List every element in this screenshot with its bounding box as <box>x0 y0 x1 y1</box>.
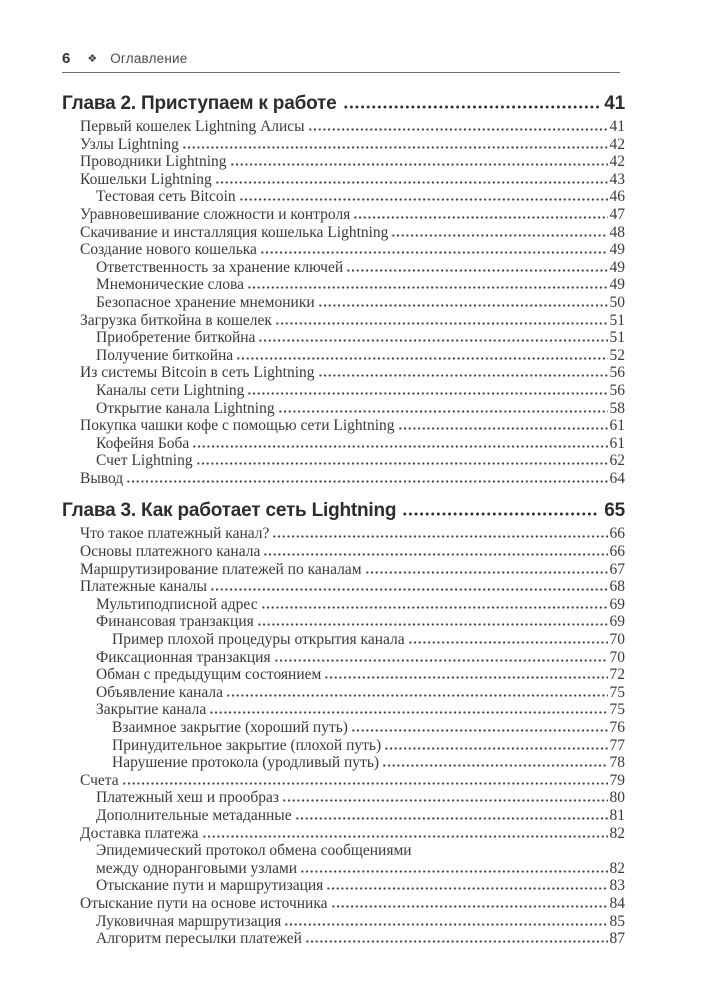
dot-leader <box>260 251 608 254</box>
toc-entry-title: Финансовая транзакция <box>96 613 254 631</box>
toc-entry-page-number: 52 <box>609 346 625 364</box>
dot-leader <box>230 163 608 166</box>
toc-entry-title: Первый кошелек Lightning Алисы <box>80 118 305 135</box>
chapter-entries <box>62 525 625 947</box>
dot-leader <box>272 535 607 538</box>
toc-entry-title: Покупка чашки кофе с помощью сети Lightning <box>80 417 395 435</box>
toc-entry-title: Объявление канала <box>96 683 224 701</box>
toc-entry-row <box>62 877 625 895</box>
dot-leader <box>318 374 608 377</box>
toc-entry-page-number: 46 <box>609 188 625 206</box>
dot-leader <box>247 286 608 289</box>
toc-entry-title: Луковичная маршрутизация <box>96 912 282 930</box>
toc-entry-row <box>62 206 625 224</box>
toc-entry-title: Ответственность за хранение ключей <box>96 258 344 276</box>
dot-leader <box>210 588 608 591</box>
toc-entry-row <box>62 825 625 843</box>
toc-entry-row <box>62 754 625 772</box>
dot-leader <box>343 105 600 109</box>
toc-entry-row <box>62 772 625 790</box>
toc-entry-page-number: 78 <box>609 754 625 772</box>
toc-entry-row <box>62 347 625 365</box>
toc-entry-page-number: 49 <box>609 258 625 276</box>
dot-leader <box>305 940 608 943</box>
toc-entry-row <box>62 294 625 312</box>
toc-entry-row <box>62 400 625 418</box>
toc-entry-title: Дополнительные метаданные <box>96 806 292 824</box>
toc-entry-row <box>62 118 625 136</box>
toc-entry-title: Открытие канала Lightning <box>96 399 275 417</box>
header-title: Оглавление <box>110 51 188 66</box>
toc-entry-page-number: 84 <box>609 894 625 912</box>
dot-leader <box>300 870 607 873</box>
toc-entry-row <box>62 895 625 913</box>
toc-entry-row <box>62 543 625 561</box>
toc-entry-title: между одноранговыми узлами <box>96 859 298 877</box>
toc-entry-row <box>62 789 625 807</box>
chapter-page-number: 65 <box>604 500 625 522</box>
toc-entry-row <box>62 312 625 330</box>
toc-entry-page-number: 72 <box>609 666 625 684</box>
toc-entry-page-number: 83 <box>609 877 625 895</box>
dot-leader <box>263 553 607 556</box>
toc-entry-title: Отыскание пути на основе источника <box>80 894 328 912</box>
toc-entry-page-number: 76 <box>609 719 625 736</box>
toc-entry-page-number: 66 <box>609 543 625 561</box>
toc-entry-title: Вывод <box>80 469 124 487</box>
toc-entry-page-number: 80 <box>609 789 625 807</box>
toc-entry-page-number: 75 <box>609 701 625 719</box>
toc-entry-title: Обман с предыдущим состоянием <box>96 666 322 684</box>
toc-entry-page-number: 42 <box>609 135 625 153</box>
dot-leader <box>282 799 607 802</box>
toc-entry-row <box>62 613 625 631</box>
toc-entry-title: Приобретение биткойна <box>96 329 256 347</box>
dot-leader <box>275 322 608 325</box>
toc-entry-page-number: 81 <box>609 806 625 824</box>
toc-entry-title: Нарушение протокола (уродливый путь) <box>112 754 380 772</box>
dot-leader <box>226 694 607 697</box>
table-of-contents <box>62 93 625 948</box>
toc-entry-title: Отыскание пути и маршрутизация <box>96 877 324 895</box>
toc-entry-row <box>62 701 625 719</box>
toc-entry-page-number: 49 <box>609 276 625 294</box>
toc-entry-row <box>62 241 625 259</box>
toc-entry-row <box>62 930 625 948</box>
toc-entry-page-number: 70 <box>609 631 625 649</box>
dot-leader <box>278 410 608 413</box>
toc-entry-page-number: 51 <box>609 329 625 347</box>
toc-entry-title: Взаимное закрытие (хороший путь) <box>112 719 348 736</box>
dot-leader <box>239 198 608 201</box>
toc-entry-title: Закрытие канала <box>96 701 207 719</box>
toc-entry-row <box>62 136 625 154</box>
dot-leader <box>182 146 608 149</box>
dot-leader <box>295 817 608 820</box>
chapter-title: Глава 2. Приступаем к работе <box>62 93 337 114</box>
toc-entry-title: Каналы сети Lightning <box>96 381 245 399</box>
toc-entry-title: Скачивание и инсталляция кошелька Lightning <box>80 223 389 241</box>
toc-entry-row <box>62 719 625 737</box>
toc-entry-title: Тестовая сеть Bitcoin <box>96 188 236 206</box>
toc-entry-title: Кошельки Lightning <box>80 170 212 188</box>
dot-leader <box>215 181 608 184</box>
page-number: 6 <box>62 50 71 67</box>
chapter-page-number: 41 <box>604 93 625 114</box>
dot-leader <box>318 304 608 307</box>
dot-leader <box>346 269 607 272</box>
chapter-entries <box>62 118 625 487</box>
toc-entry-page-number: 64 <box>609 469 625 487</box>
toc-entry-row <box>62 649 625 667</box>
toc-entry-row <box>62 578 625 596</box>
toc-chapter <box>62 93 625 487</box>
toc-entry-page-number: 79 <box>609 771 625 789</box>
toc-entry-row <box>62 666 625 684</box>
header-rule <box>62 72 620 73</box>
toc-entry-page-number: 77 <box>609 736 625 754</box>
toc-entry-page-number: 62 <box>609 452 625 470</box>
dot-leader <box>326 887 607 890</box>
chapter-heading-row <box>62 93 625 115</box>
toc-entry-page-number: 48 <box>609 223 625 241</box>
dot-leader <box>408 641 608 644</box>
toc-entry-row <box>62 807 625 825</box>
dot-leader <box>192 445 607 448</box>
toc-entry-page-number: 47 <box>609 205 625 223</box>
toc-entry-row <box>62 417 625 435</box>
toc-entry-page-number: 49 <box>609 241 625 259</box>
dot-leader <box>365 571 608 574</box>
dot-leader <box>261 606 608 609</box>
diamond-icon: ❖ <box>87 53 98 65</box>
toc-entry-page-number: 67 <box>609 560 625 578</box>
chapter-heading-row <box>62 500 625 522</box>
dot-leader <box>324 676 607 679</box>
dot-leader <box>284 923 607 926</box>
toc-entry-row <box>62 259 625 277</box>
toc-entry-page-number: 56 <box>609 381 625 399</box>
toc-entry-row <box>62 737 625 755</box>
toc-entry-row <box>62 382 625 400</box>
chapter-title: Глава 3. Как работает сеть Lightning <box>62 500 397 522</box>
toc-entry-title: Из системы Bitcoin в сеть Lightning <box>80 364 315 382</box>
dot-leader <box>258 339 607 342</box>
toc-entry-page-number: 69 <box>609 595 625 613</box>
toc-entry-page-number: 87 <box>609 930 625 948</box>
toc-entry-page-number: 61 <box>609 417 625 435</box>
toc-entry-page-number: 69 <box>609 613 625 631</box>
toc-entry-row <box>62 684 625 702</box>
dot-leader <box>331 905 608 908</box>
toc-entry-row <box>62 525 625 543</box>
toc-entry-page-number: 68 <box>609 578 625 596</box>
toc-entry-page-number: 85 <box>609 912 625 930</box>
toc-entry-title: Алгоритм пересылки платежей <box>96 930 302 948</box>
toc-entry-title: Проводники Lightning <box>80 153 227 171</box>
toc-entry-page-number: 66 <box>609 525 625 543</box>
toc-entry-row <box>62 842 625 860</box>
toc-entry-row <box>62 171 625 189</box>
toc-entry-page-number: 50 <box>609 293 625 311</box>
toc-entry-page-number: 82 <box>609 824 625 842</box>
toc-entry-row <box>62 153 625 171</box>
toc-entry-title: Доставка платежа <box>80 824 199 842</box>
toc-entry-title: Фиксационная транзакция <box>96 648 271 666</box>
dot-leader <box>202 835 608 838</box>
dot-leader <box>257 623 608 626</box>
toc-entry-row <box>62 435 625 453</box>
dot-leader <box>126 480 607 483</box>
dot-leader <box>382 764 607 767</box>
dot-leader <box>351 729 608 732</box>
toc-entry-title: Пример плохой процедуры открытия канала <box>112 631 405 649</box>
running-header <box>62 50 625 67</box>
toc-entry-title: Кофейня Боба <box>96 434 190 452</box>
dot-leader <box>122 782 608 785</box>
toc-entry-row <box>62 188 625 206</box>
toc-entry-title: Принудительное закрытие (плохой путь) <box>112 736 382 754</box>
dot-leader <box>236 357 607 360</box>
dot-leader <box>391 234 607 237</box>
dot-leader <box>308 128 608 131</box>
toc-entry-page-number: 58 <box>609 399 625 417</box>
toc-entry-page-number: 70 <box>609 648 625 666</box>
toc-entry-title: Эпидемический протокол обмена сообщениями <box>96 842 412 860</box>
toc-entry-title: Безопасное хранение мнемоники <box>96 293 315 311</box>
toc-entry-row <box>62 364 625 382</box>
toc-entry-title: Мнемонические слова <box>96 276 244 294</box>
toc-entry-title: Получение биткойна <box>96 346 234 364</box>
toc-entry-page-number: 43 <box>609 170 625 188</box>
toc-entry-row <box>62 561 625 579</box>
toc-entry-title: Создание нового кошелька <box>80 241 257 259</box>
dot-leader <box>384 747 607 750</box>
toc-entry-row <box>62 452 625 470</box>
toc-entry-title: Узлы Lightning <box>80 135 179 153</box>
toc-entry-title: Счета <box>80 771 119 789</box>
toc-entry-page-number: 56 <box>609 364 625 382</box>
toc-entry-title: Платежный хеш и прообраз <box>96 789 280 807</box>
toc-entry-row <box>62 276 625 294</box>
toc-entry-title: Маршрутизирование платежей по каналам <box>80 560 362 578</box>
toc-entry-title: Мультиподписной адрес <box>96 595 258 613</box>
dot-leader <box>402 512 599 516</box>
dot-leader <box>196 462 608 465</box>
dot-leader <box>398 427 608 430</box>
toc-entry-row <box>62 470 625 488</box>
toc-entry-page-number: 75 <box>609 683 625 701</box>
toc-entry-row <box>62 329 625 347</box>
toc-entry-title: Уравновешивание сложности и контроля <box>80 205 351 223</box>
toc-entry-title: Загрузка биткойна в кошелек <box>80 311 272 329</box>
toc-entry-row <box>62 631 625 649</box>
toc-entry-page-number: 51 <box>609 311 625 329</box>
toc-entry-title: Платежные каналы <box>80 578 207 596</box>
toc-entry-page-number: 61 <box>609 434 625 452</box>
dot-leader <box>247 392 607 395</box>
toc-entry-title: Основы платежного канала <box>80 543 261 561</box>
toc-entry-page-number: 42 <box>609 153 625 171</box>
toc-entry-page-number: 82 <box>609 859 625 877</box>
toc-entry-row <box>62 860 625 878</box>
toc-entry-row <box>62 596 625 614</box>
toc-entry-page-number: 41 <box>609 118 625 135</box>
toc-chapter <box>62 500 625 947</box>
toc-entry-row <box>62 224 625 242</box>
toc-entry-title: Что такое платежный канал? <box>80 525 270 543</box>
dot-leader <box>274 659 608 662</box>
dot-leader <box>209 711 607 714</box>
toc-entry-title: Счет Lightning <box>96 452 193 470</box>
dot-leader <box>353 216 607 219</box>
toc-entry-row <box>62 913 625 931</box>
